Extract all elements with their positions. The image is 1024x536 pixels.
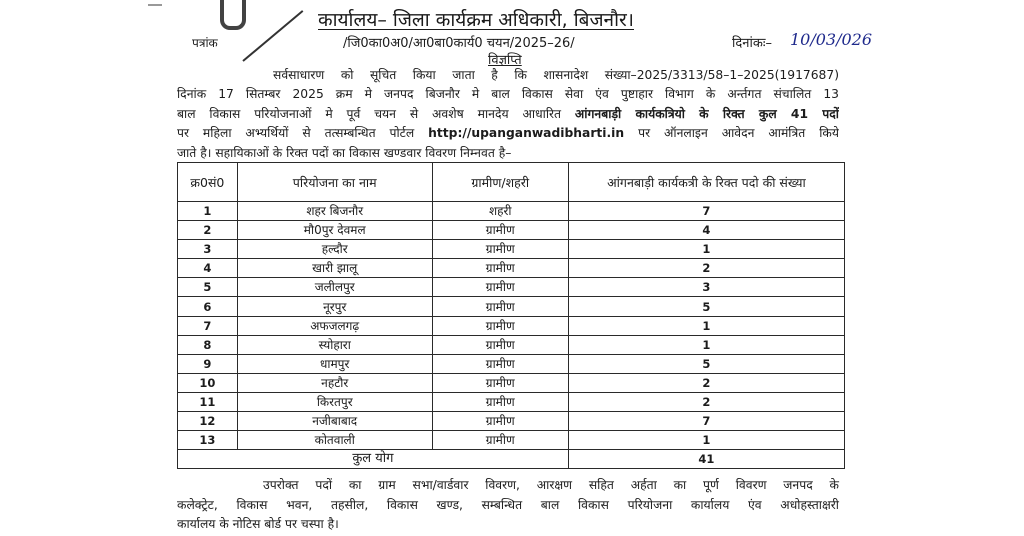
cell-project: नजीबाबाद bbox=[237, 412, 432, 431]
cell-type: ग्रामीण bbox=[432, 259, 568, 278]
total-value: 41 bbox=[568, 450, 844, 469]
cell-project: हल्दौर bbox=[237, 240, 432, 259]
cell-sno: 11 bbox=[178, 392, 238, 411]
cell-sno: 4 bbox=[178, 259, 238, 278]
cell-count: 5 bbox=[568, 297, 844, 316]
cell-project: मौ0पुर देवमल bbox=[237, 221, 432, 240]
hand-drawn-slash bbox=[242, 10, 303, 62]
cell-count: 7 bbox=[568, 412, 844, 431]
cell-project: स्योहारा bbox=[237, 335, 432, 354]
header-type: ग्रामीण/शहरी bbox=[432, 163, 568, 202]
portal-link[interactable]: http://upanganwadibharti.in bbox=[428, 126, 625, 141]
intro-line: सर्वसाधारण को सूचित किया जाता है कि शासनादेश संख्या–2025/3313/58–1–2025(1917687) bbox=[273, 68, 839, 82]
table-row bbox=[178, 335, 845, 354]
total-label: कुल योग bbox=[178, 450, 569, 469]
cell-project: किरतपुर bbox=[237, 392, 432, 411]
table-row bbox=[178, 202, 845, 221]
header-count: आंगनबाड़ी कार्यकत्री के रिक्त पदो की संख्या bbox=[568, 163, 844, 202]
vacancy-table bbox=[177, 162, 845, 469]
cell-type: ग्रामीण bbox=[432, 431, 568, 450]
cell-count: 2 bbox=[568, 392, 844, 411]
intro-text: बाल विकास परियोजनाओं मे पूर्व चयन से अवशेष मानदेय आधारित bbox=[177, 106, 562, 121]
cell-type: ग्रामीण bbox=[432, 335, 568, 354]
table-total-row bbox=[178, 450, 845, 469]
cell-project: नूरपुर bbox=[237, 297, 432, 316]
table-row bbox=[178, 412, 845, 431]
cell-count: 1 bbox=[568, 240, 844, 259]
cell-project: कोतवाली bbox=[237, 431, 432, 450]
cell-count: 2 bbox=[568, 373, 844, 392]
cell-type: ग्रामीण bbox=[432, 373, 568, 392]
cell-type: ग्रामीण bbox=[432, 316, 568, 335]
cell-sno: 7 bbox=[178, 316, 238, 335]
cell-project: खारी झालू bbox=[237, 259, 432, 278]
header-project: परियोजना का नाम bbox=[237, 163, 432, 202]
cell-type: ग्रामीण bbox=[432, 240, 568, 259]
office-title: कार्यालय– जिला कार्यक्रम अधिकारी, बिजनौर। bbox=[318, 9, 634, 31]
cell-count: 2 bbox=[568, 259, 844, 278]
cell-type: ग्रामीण bbox=[432, 297, 568, 316]
intro-line: जाते है। सहायिकाओं के रिक्त पदों का विकास खण्डवार विवरण निम्नवत है– bbox=[177, 145, 512, 160]
footer-paragraph bbox=[177, 476, 839, 535]
cell-sno: 5 bbox=[178, 278, 238, 297]
reference-label: पत्रांक bbox=[192, 36, 218, 50]
intro-text: पर ऑनलाइन आवेदन आमंत्रित किये bbox=[638, 126, 839, 141]
intro-text: पर महिला अभ्यर्थियों से तत्सम्बन्धित पोर्टल bbox=[177, 126, 415, 141]
cell-project: नहटौर bbox=[237, 373, 432, 392]
cell-count: 1 bbox=[568, 335, 844, 354]
cell-type: ग्रामीण bbox=[432, 278, 568, 297]
table-row bbox=[178, 221, 845, 240]
cell-sno: 12 bbox=[178, 412, 238, 431]
cell-type: ग्रामीण bbox=[432, 221, 568, 240]
header-sno: क्र0सं0 bbox=[178, 163, 238, 202]
footer-line: उपरोक्त पदों का ग्राम सभा/वार्डवार विवरण, आरक्षण सहित अर्हता का पूर्ण विवरण जनपद के bbox=[263, 478, 839, 492]
cell-sno: 9 bbox=[178, 354, 238, 373]
cell-sno: 13 bbox=[178, 431, 238, 450]
table-row bbox=[178, 431, 845, 450]
cell-count: 5 bbox=[568, 354, 844, 373]
cell-count: 7 bbox=[568, 202, 844, 221]
cell-sno: 3 bbox=[178, 240, 238, 259]
cell-sno: 1 bbox=[178, 202, 238, 221]
scan-mark bbox=[148, 4, 162, 6]
table-row bbox=[178, 373, 845, 392]
intro-paragraph bbox=[177, 66, 839, 163]
date-label: दिनांकः– bbox=[732, 36, 772, 51]
intro-line: दिनांक 17 सितम्बर 2025 क्रम मे जनपद बिजनौर मे बाल विकास सेवा एंव पुष्टाहार विभाग के अर्न्तगत संचालित 13 bbox=[177, 87, 839, 102]
cell-count: 1 bbox=[568, 316, 844, 335]
table-row bbox=[178, 297, 845, 316]
cell-sno: 10 bbox=[178, 373, 238, 392]
handwritten-date: 10/03/026 bbox=[790, 30, 873, 49]
reference-number: /जि0का0अ0/आ0बा0कार्य0 चयन/2025–26/ bbox=[343, 36, 575, 51]
table-row bbox=[178, 354, 845, 373]
cell-count: 4 bbox=[568, 221, 844, 240]
notice-title: विज्ञप्ति bbox=[488, 53, 522, 68]
table-row bbox=[178, 240, 845, 259]
intro-line bbox=[177, 105, 839, 124]
cell-type: ग्रामीण bbox=[432, 392, 568, 411]
table-row bbox=[178, 316, 845, 335]
cell-type: शहरी bbox=[432, 202, 568, 221]
cell-count: 3 bbox=[568, 278, 844, 297]
footer-line: कार्यालय के नोटिस बोर्ड पर चस्पा है। bbox=[177, 517, 339, 531]
cell-sno: 2 bbox=[178, 221, 238, 240]
cell-project: जलीलपुर bbox=[237, 278, 432, 297]
table-row bbox=[178, 278, 845, 297]
footer-line: कलेक्ट्रेट, विकास भवन, तहसील, विकास खण्ड, सम्बन्धित बाल विकास परियोजना कार्यालय एंव अधोहस्ताक्षरी bbox=[177, 497, 839, 512]
table-row bbox=[178, 259, 845, 278]
cell-project: अफजलगढ़ bbox=[237, 316, 432, 335]
cell-count: 1 bbox=[568, 431, 844, 450]
intro-line bbox=[177, 124, 839, 143]
cell-sno: 8 bbox=[178, 335, 238, 354]
cell-type: ग्रामीण bbox=[432, 412, 568, 431]
cell-project: धामपुर bbox=[237, 354, 432, 373]
paper-clip-icon bbox=[220, 0, 246, 30]
cell-type: ग्रामीण bbox=[432, 354, 568, 373]
vacancy-highlight: आंगनबाड़ी कार्यकत्रियो के रिक्त कुल 41 पदों bbox=[574, 106, 839, 121]
table-header-row bbox=[178, 163, 845, 202]
cell-project: शहर बिजनौर bbox=[237, 202, 432, 221]
table-row bbox=[178, 392, 845, 411]
cell-sno: 6 bbox=[178, 297, 238, 316]
